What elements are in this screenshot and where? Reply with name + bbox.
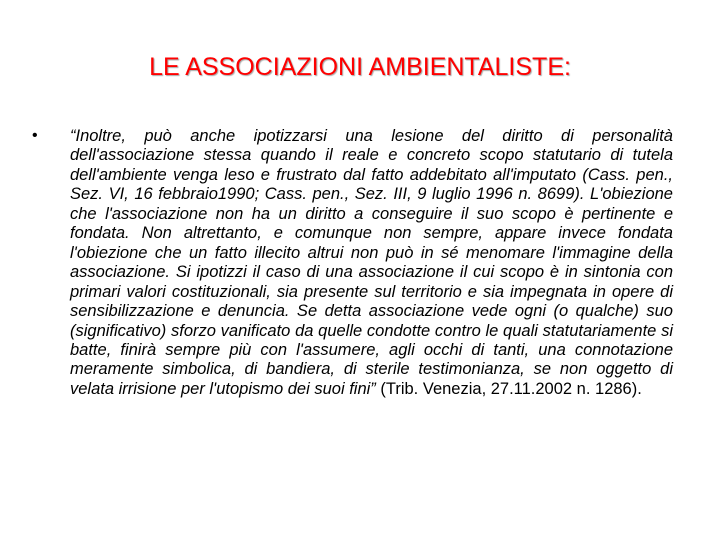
quoted-text: “Inoltre, può anche ipotizzarsi una lesione del diritto di personalità dell'associazione stessa quando il reale e concreto scopo statutario di tutela dell'ambiente venga leso e frustrato dal fatto addebitato all'imputato (Cass. pen., Sez. VI, 16 febbraio1990; Cass. pen., Sez. III, 9 luglio 1996 n. 8699). L'obiezione che l'associazione non ha un diritto a conseguire il suo scopo è pertinente e fondata. Non altrettanto, e comunque non sempre, appare invece fondata l'obiezione che un fatto illecito altrui non può in sé menomare l'immagine della associazione. Si ipotizzi il caso di una associazione il cui scopo è in sintonia con primari valori costituzionali, sia presente sul territorio e sia impegnata in opere di sensibilizzazione e denuncia. Se detta associazione vede ogni (o qualche) suo (significativo) sforzo vanificato da quelle condotte contro le quali statutariamente si batte, finirà sempre più con l'assumere, agli occhi di tanti, una connotazione meramente simbolica, di bandiera, di sterile testimonianza, se non oggetto di velata irrisione per l'utopismo dei suoi fini” (70, 127, 673, 398)
slide-title: LE ASSOCIAZIONI AMBIENTALISTE: (149, 53, 571, 81)
bullet-dot: • (32, 127, 38, 144)
bullet-text (70, 127, 673, 399)
citation-text: (Trib. Venezia, 27.11.2002 n. 1286). (375, 379, 642, 398)
